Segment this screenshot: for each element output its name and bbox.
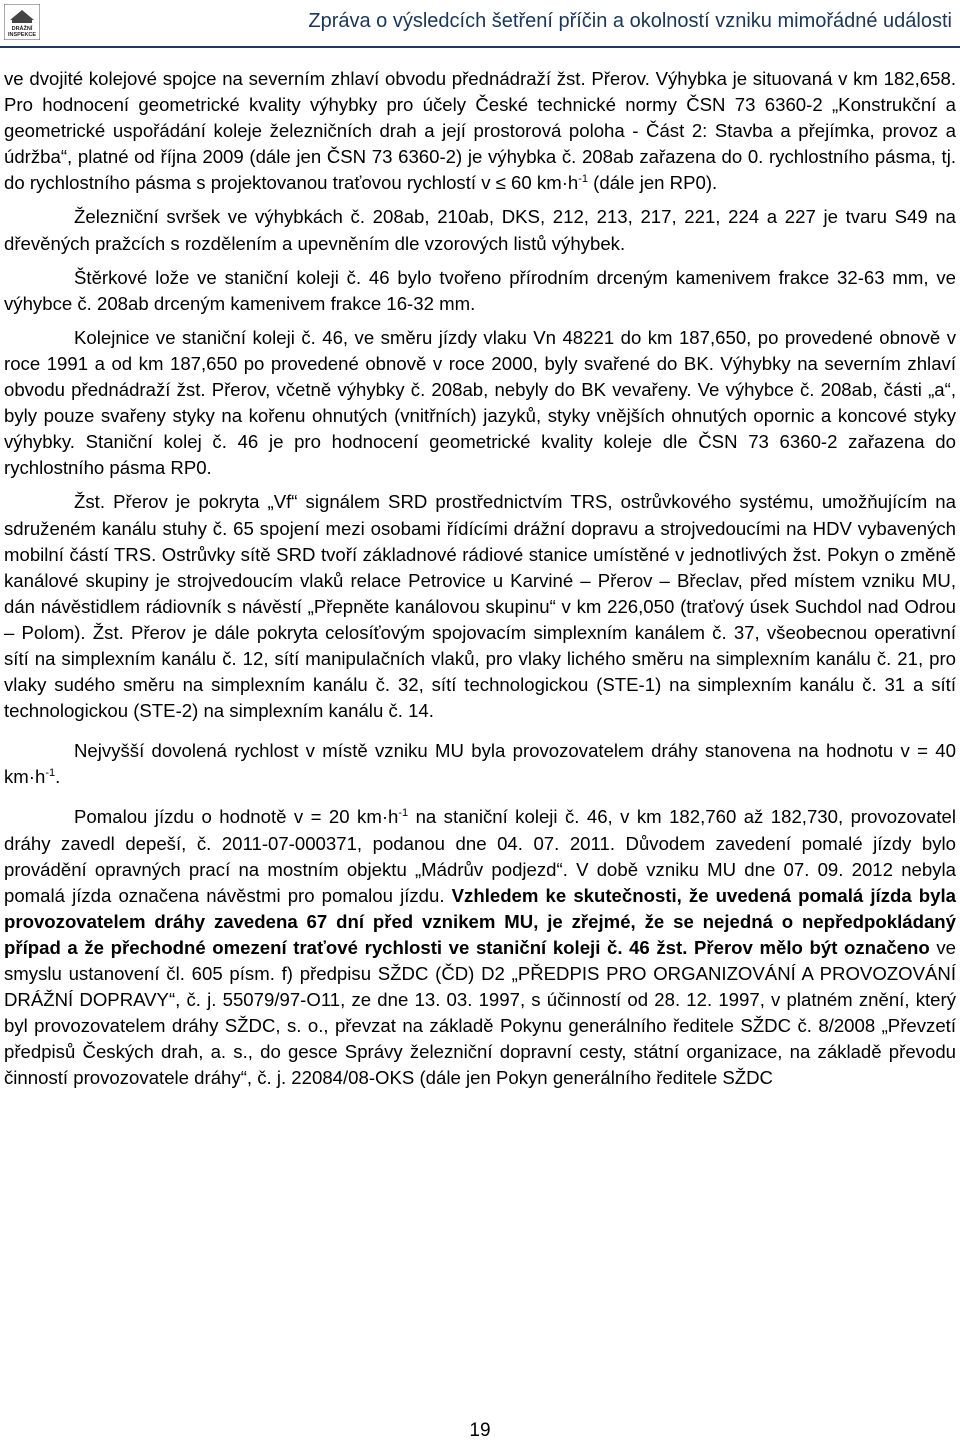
paragraph-2: Železniční svršek ve výhybkách č. 208ab, 210ab, DKS, 212, 213, 217, 221, 224 a 227 je tvaru S49 na dřevěných pražcích s rozdělením a upevněním dle vzorových listů výhybek. (4, 206, 956, 254)
svg-text:INSPEKCE: INSPEKCE (7, 32, 37, 38)
drazni-inspekce-logo (4, 4, 40, 40)
header-divider (0, 46, 960, 48)
paragraph-4: Kolejnice ve staniční koleji č. 46, ve směru jízdy vlaku Vn 48221 do km 187,650, po provedené obnově v roce 1991 a od km 187,650 po provedené obnově v roce 2000, byly svařené do BK. Výhybky na severním zhlaví obvodu přednádraží žst. Přerov, včetně výhybky č. 208ab, nebyly do BK vevařeny. Ve výhybce č. 208ab, části „a“, byly pouze svařeny styky na kořenu ohnutých (vnitřních) jazyků, styky vnějších ohnutých opornic a koncové styky výhybky. Staniční kolej č. 46 je pro hodnocení geometrické kvality koleje dle ČSN 73 6360-2 zařazena do rychlostního pásma RP0. (4, 326, 956, 479)
page-header (0, 0, 960, 52)
paragraph-5: Žst. Přerov je pokryta „Vf“ signálem SRD prostřednictvím TRS, ostrůvkového systému, umožňujícím na sdruženém kanálu stuhy č. 65 spojení mezi osobami řídícími drážní dopravu a strojvedoucími na HDV vybavených mobilní částí TRS. Ostrůvky sítě SRD tvoří základnové rádiové stanice umístěné v jednotlivých žst. Pokyn o změně kanálové skupiny je strojvedoucím vlaků relace Petrovice u Karviné – Přerov – Břeclav, před místem vzniku MU, dán návěstidlem rádiovník s návěstí „Přepněte kanálovou skupinu“ v km 226,050 (traťový úsek Suchdol nad Odrou – Polom). Žst. Přerov je dále pokryta celosíťovým spojovacím simplexním kanálem č. 37, všeobecnou operativní sítí na simplexním kanálu č. 12, sítí manipulačních vlaků, pro vlaky lichého směru na simplexním kanálu č. 21, pro vlaky sudého směru na simplexním kanálu č. 32, sítí technologickou (STE-1) na simplexním kanálu č. 31 a sítí technologickou (STE-2) na simplexním kanálu č. 14. (4, 491, 956, 722)
page-number: 19 (469, 1420, 491, 1441)
paragraph-3: Štěrkové lože ve staniční koleji č. 46 bylo tvořeno přírodním drceným kamenivem frakce 32-63 mm, ve výhybce č. 208ab drceným kamenivem frakce 16-32 mm. (4, 266, 956, 314)
svg-text:DRÁŽNÍ: DRÁŽNÍ (11, 26, 33, 32)
report-title: Zpráva o výsledcích šetření příčin a okolností vzniku mimořádné události (308, 10, 952, 32)
paragraph-6: Nejvyšší dovolená rychlost v místě vzniku MU byla provozovatelem dráhy stanovena na hodnotu v = 40 $km\cdot h^{-1}$. (4, 740, 956, 788)
document-body (4, 66, 956, 1091)
paragraph-1: ve dvojité kolejové spojce na severním zhlaví obvodu přednádraží žst. Přerov. Výhybka je situovaná v km 182,658. Pro hodnocení geometrické kvality výhybky pro účely České technické normy ČSN 73 6360-2 „Konstrukční a geometrické uspořádání koleje železničních drah a její prostorová poloha - Část 2: Stavba a přejímka, provoz a údržba“, platné od října 2009 (dále jen ČSN 73 6360-2) je výhybka č. 208ab zařazena do 0. rychlostního pásma, tj. do rychlostního pásma s projektovanou traťovou rychlostí v ≤ 60 $km\cdot h^{-1}$ (dále jen RP0). (4, 68, 956, 194)
bold-statement: Vzhledem ke skutečnosti, že uvedená pomalá jízda byla provozovatelem dráhy zavedena 67 dní před vznikem MU, je zřejmé, že se nejedná o nepředpokládaný případ a že přechodné omezení traťové rychlosti ve staniční koleji č. 46 žst. Přerov mělo být označeno (4, 884, 957, 958)
paragraph-7: Pomalou jízdu o hodnotě v = 20 $km\cdot h^{-1}$ na staniční koleji č. 46, v km 182,760 až 182,730, provozovatel dráhy zavedl depeší, č. 2011-07-000371, podanou dne 04. 07. 2011. Důvodem zavedení pomalé jízdy bylo provádění opravných prací na mostním objektu „Mádrův podjezd“. V době vzniku MU dne 07. 09. 2012 nebyla pomalá jízda označena návěstmi pro pomalou jízdu. Vzhledem ke skutečnosti, že uvedená pomalá jízda byla provozovatelem dráhy zavedena 67 dní před vznikem MU, je zřejmé, že se nejedná o nepředpokládaný případ a že přechodné omezení traťové rychlosti ve staniční koleji č. 46 žst. Přerov mělo být označeno ve smyslu ustanovení čl. 605 písm. f) předpisu SŽDC (ČD) D2 „PŘEDPIS PRO ORGANIZOVÁNÍ A PROVOZOVÁNÍ DRÁŽNÍ DOPRAVY“, č. j. 55079/97-O11, ze dne 13. 03. 1997, s účinností od 28. 12. 1997, v platném znění, který byl provozovatelem dráhy SŽDC, s. o., převzat na základě Pokynu generálního ředitele SŽDC č. 8/2008 „Převzetí předpisů Českých drah, a. s., do gesce Správy železniční dopravní cesty, státní organizace, na základě převodu činností provozovatele dráhy“, č. j. 22084/08-OKS (dále jen Pokyn generálního ředitele SŽDC (4, 806, 957, 1089)
